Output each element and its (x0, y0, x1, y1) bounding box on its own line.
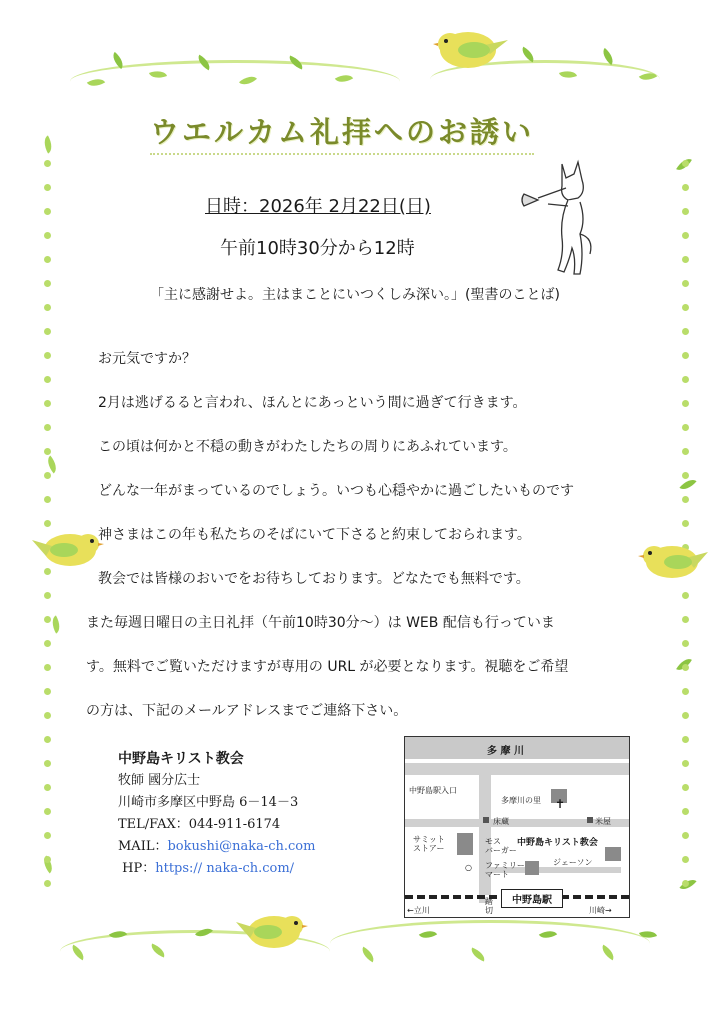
border-dot (682, 400, 689, 407)
body-line: す。無料でご覧いただけますが専用の URL が必要となります。視聴をご希望 (86, 659, 569, 675)
border-dot (682, 208, 689, 215)
body-line: の方は、下記のメールアドレスまでご連絡下さい。 (86, 703, 408, 719)
bird-icon (636, 536, 710, 586)
border-dot (44, 184, 51, 191)
border-dot (682, 256, 689, 263)
body-line: どんな一年がまっているのでしょう。いつも心穏やかに過ごしたいものです (98, 483, 574, 499)
page-title: ウエルカム礼拝へのお誘い (150, 110, 534, 155)
border-dot (44, 424, 51, 431)
border-dot (44, 280, 51, 287)
border-dot (682, 496, 689, 503)
border-dot (44, 496, 51, 503)
border-dot (44, 784, 51, 791)
border-dot (44, 736, 51, 743)
border-dot (682, 280, 689, 287)
border-dot (44, 832, 51, 839)
border-dot (44, 232, 51, 239)
border-dot (682, 808, 689, 815)
body-line: 神さまはこの年も私たちのそばにいて下さると約束しておられます。 (98, 527, 531, 543)
border-dot (44, 448, 51, 455)
border-dot (682, 856, 689, 863)
body-line: また毎週日曜日の主日礼拝（午前10時30分～）は WEB 配信も行っていま (86, 615, 555, 631)
mail-link[interactable]: bokushi@naka-ch.com (167, 839, 316, 854)
church-name: 中野島キリスト教会 (118, 751, 244, 767)
border-dot (44, 880, 51, 887)
border-dot (44, 856, 51, 863)
border-dot (682, 664, 689, 671)
border-dot (682, 592, 689, 599)
border-dot (682, 304, 689, 311)
map-label-summit: サミット ストアー (413, 835, 445, 853)
map-label-kawasaki: 川崎→ (589, 906, 612, 915)
cross-icon: ✝ (555, 797, 566, 811)
border-dot (44, 160, 51, 167)
border-dot (44, 208, 51, 215)
border-dot (682, 472, 689, 479)
border-dot (44, 376, 51, 383)
border-dot (682, 160, 689, 167)
border-dot (682, 760, 689, 767)
border-dot (682, 376, 689, 383)
border-dot (44, 760, 51, 767)
border-dot (682, 736, 689, 743)
border-dot (44, 304, 51, 311)
bird-icon (236, 906, 310, 956)
body-line: この頃は何かと不穏の動きがわたしたちの周りにあふれています。 (98, 439, 517, 455)
tel-fax: TEL/FAX：044-911-6174 (118, 817, 281, 832)
map-label-crossing: 踏 切 (485, 897, 493, 915)
border-dot (44, 712, 51, 719)
map-label-river: 多 摩 川 (487, 746, 524, 757)
border-dot (44, 664, 51, 671)
map-label-tachikawa: ←立川 (407, 906, 430, 915)
hp-row: HP：https:// naka-ch.com/ (122, 861, 295, 876)
contact-block (118, 748, 315, 880)
bible-verse: 「主に感謝せよ。主はまことにいつくしみ深い。」(聖書のことば) (150, 287, 560, 303)
border-dot (682, 424, 689, 431)
map-label-jason: ジェーソン (553, 858, 593, 867)
border-dot (682, 616, 689, 623)
bird-icon (430, 24, 510, 76)
border-dot (44, 400, 51, 407)
hp-link[interactable]: https:// naka-ch.com/ (155, 861, 295, 876)
map-label-mos: モス バーガー (485, 837, 517, 855)
border-dot (682, 232, 689, 239)
border-dot (682, 784, 689, 791)
body-line: お元気ですか？ (98, 351, 196, 367)
map-label-yoneya: 米屋 (595, 817, 611, 826)
border-dot (44, 592, 51, 599)
border-dot (682, 328, 689, 335)
border-dot (44, 640, 51, 647)
border-dot (682, 880, 689, 887)
mail-row: MAIL：bokushi@naka-ch.com (118, 839, 316, 854)
border-dot (682, 712, 689, 719)
map-label-tamagawa-sato: 多摩川の里 (501, 796, 541, 805)
border-dot (44, 472, 51, 479)
border-dot (682, 352, 689, 359)
border-dot (682, 184, 689, 191)
map-label-familymart: ファミリー マート (485, 861, 525, 879)
event-time: 午前10時30分から12時 (220, 238, 415, 259)
pastor-name: 牧師 國分広士 (118, 773, 201, 788)
border-dot (682, 520, 689, 527)
border-dot (44, 256, 51, 263)
border-dot (682, 448, 689, 455)
cat-trumpet-illustration (518, 158, 598, 280)
border-dot (44, 352, 51, 359)
border-dot (44, 328, 51, 335)
border-dot (44, 616, 51, 623)
border-dot (682, 832, 689, 839)
border-dot (682, 688, 689, 695)
body-line: 2月は逃げるると言われ、ほんとにあっという間に過ぎて行きます。 (98, 395, 527, 411)
map-label-tokozo: 床蔵 (493, 817, 509, 826)
map-label-entrance: 中野島駅入口 (409, 786, 457, 795)
address: 川崎市多摩区中野島 6－14－3 (118, 795, 299, 810)
map-label-station: 中野島駅 (501, 889, 563, 908)
border-dot (682, 640, 689, 647)
event-date: 日時：2026年 2月22日(日) (205, 196, 431, 217)
map-label-church: 中野島キリスト教会 (517, 838, 598, 848)
access-map: 多 摩 川 中野島駅入口 多摩川の里 米屋 床蔵 サミット ストアー モス バーガー ✝ 中野島キリスト教会 ファミリー マート ジェーソン ○ 中野島駅 踏 切 ←立川 川崎→ (404, 736, 630, 918)
body-line: 教会では皆様のおいでをお待ちしております。どなたでも無料です。 (98, 571, 530, 587)
border-dot (44, 808, 51, 815)
border-dot (44, 688, 51, 695)
bird-icon (32, 524, 106, 574)
